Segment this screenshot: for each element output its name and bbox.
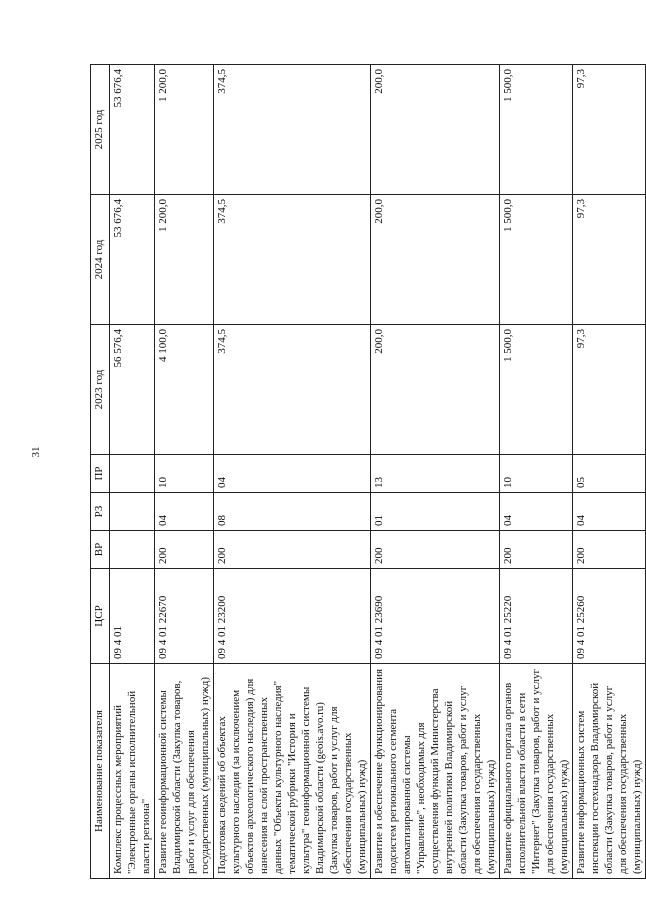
header-pr: ПР bbox=[91, 455, 110, 493]
cell-2024: 1 200,0 bbox=[155, 195, 214, 325]
cell-vr: 200 bbox=[500, 531, 573, 569]
cell-2023: 97,3 bbox=[573, 325, 646, 455]
table-header-row bbox=[91, 65, 110, 879]
cell-name: Развитие и обеспечение функционирования подсистем регионального сегмента автоматизированной системы "Управление", необходимых для осуществления функций Министерства внутренней политики Владимирской области (Закупка товаров, работ и услуг для обеспечения государственных (муниципальных) нужд) bbox=[371, 664, 500, 879]
cell-vr: 200 bbox=[214, 531, 371, 569]
cell-pr: 05 bbox=[573, 455, 646, 493]
cell-2025: 200,0 bbox=[371, 65, 500, 195]
cell-csr: 09 4 01 bbox=[110, 569, 155, 664]
cell-pr: 10 bbox=[500, 455, 573, 493]
cell-vr: 200 bbox=[155, 531, 214, 569]
header-2024: 2024 год bbox=[91, 195, 110, 325]
cell-csr: 09 4 01 25260 bbox=[573, 569, 646, 664]
header-rz: РЗ bbox=[91, 493, 110, 531]
page-number: 31 bbox=[30, 446, 42, 458]
cell-csr: 09 4 01 23690 bbox=[371, 569, 500, 664]
landscape-table-wrapper bbox=[90, 64, 643, 879]
cell-csr: 09 4 01 23200 bbox=[214, 569, 371, 664]
header-csr: ЦСР bbox=[91, 569, 110, 664]
cell-2023: 374,5 bbox=[214, 325, 371, 455]
cell-2025: 53 676,4 bbox=[110, 65, 155, 195]
cell-2025: 1 500,0 bbox=[500, 65, 573, 195]
table-row bbox=[214, 65, 371, 879]
table-row bbox=[573, 65, 646, 879]
header-name: Наименование показателя bbox=[91, 664, 110, 879]
cell-vr: 200 bbox=[573, 531, 646, 569]
cell-pr: 10 bbox=[155, 455, 214, 493]
cell-name: Развитие официального портала органов исполнительной власти области в сети "Интернет" (Закупка товаров, работ и услуг для обеспечения государственных (муниципальных) нужд) bbox=[500, 664, 573, 879]
cell-rz: 04 bbox=[573, 493, 646, 531]
cell-pr: 13 bbox=[371, 455, 500, 493]
cell-name: Подготовка сведений об объектах культурного наследия (за исключением объектов археологического наследия) для нанесения на слой пространственных данных "Объекты культурного наследия" тематической рубрики "История и культура" геоинформационной системы Владимирской области (geois.avo.ru) (Закупка товаров, работ и услуг для обеспечения государственных (муниципальных) нужд) bbox=[214, 664, 371, 879]
cell-2024: 374,5 bbox=[214, 195, 371, 325]
cell-pr bbox=[110, 455, 155, 493]
cell-2024: 97,3 bbox=[573, 195, 646, 325]
table-row bbox=[110, 65, 155, 879]
cell-name: Развитие информационных систем инспекции гостехнадзора Владимирской области (Закупка товаров, работ и услуг для обеспечения государственных (муниципальных) нужд) bbox=[573, 664, 646, 879]
cell-2025: 1 200,0 bbox=[155, 65, 214, 195]
cell-vr bbox=[110, 531, 155, 569]
cell-2023: 4 100,0 bbox=[155, 325, 214, 455]
cell-pr: 04 bbox=[214, 455, 371, 493]
cell-rz: 04 bbox=[155, 493, 214, 531]
cell-2023: 1 500,0 bbox=[500, 325, 573, 455]
header-vr: ВР bbox=[91, 531, 110, 569]
cell-vr: 200 bbox=[371, 531, 500, 569]
cell-2024: 200,0 bbox=[371, 195, 500, 325]
cell-2023: 56 576,4 bbox=[110, 325, 155, 455]
cell-2024: 1 500,0 bbox=[500, 195, 573, 325]
cell-rz: 04 bbox=[500, 493, 573, 531]
cell-csr: 09 4 01 22670 bbox=[155, 569, 214, 664]
table-row bbox=[155, 65, 214, 879]
cell-csr: 09 4 01 25220 bbox=[500, 569, 573, 664]
cell-2024: 53 676,4 bbox=[110, 195, 155, 325]
table-row bbox=[500, 65, 573, 879]
cell-2023: 200,0 bbox=[371, 325, 500, 455]
header-2025: 2025 год bbox=[91, 65, 110, 195]
cell-2025: 97,3 bbox=[573, 65, 646, 195]
table-row bbox=[371, 65, 500, 879]
cell-name: Развитие геоинформационной системы Владимирской области (Закупка товаров, работ и услуг для обеспечения государственных (муниципальных) нужд) bbox=[155, 664, 214, 879]
header-2023: 2023 год bbox=[91, 325, 110, 455]
cell-rz: 08 bbox=[214, 493, 371, 531]
cell-name: Комплекс процессных мероприятий "Электронные органы исполнительной власти региона" bbox=[110, 664, 155, 879]
cell-2025: 374,5 bbox=[214, 65, 371, 195]
budget-table bbox=[90, 64, 646, 879]
cell-rz: 01 bbox=[371, 493, 500, 531]
cell-rz bbox=[110, 493, 155, 531]
rotated-table-container bbox=[90, 64, 643, 879]
